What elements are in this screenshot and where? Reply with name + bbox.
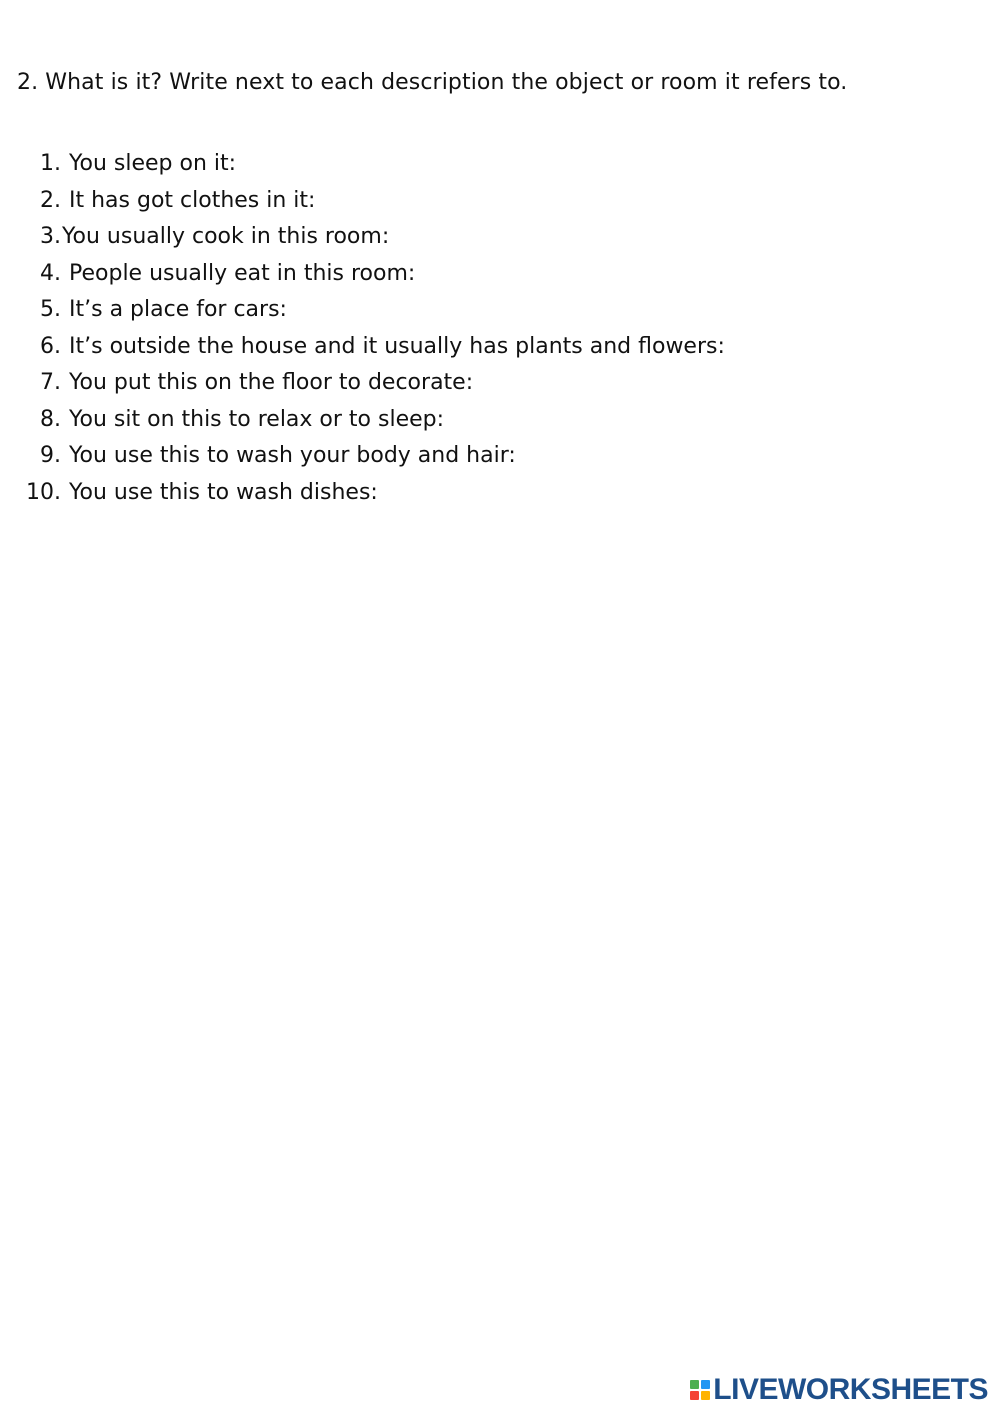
item-description: You usually cook in this room: bbox=[62, 224, 390, 249]
list-item bbox=[0, 365, 900, 402]
list-item bbox=[0, 256, 900, 293]
item-number: 5. bbox=[40, 297, 61, 322]
logo-square-blue bbox=[701, 1380, 710, 1389]
liveworksheets-logo-icon bbox=[690, 1380, 710, 1400]
list-item bbox=[0, 438, 900, 475]
item-number: 1. bbox=[40, 151, 61, 176]
logo-square-green bbox=[690, 1380, 699, 1389]
logo-square-yellow bbox=[701, 1391, 710, 1400]
item-description: You sit on this to relax or to sleep: bbox=[69, 406, 445, 432]
item-description: It’s a place for cars: bbox=[69, 297, 287, 322]
list-item bbox=[0, 475, 900, 512]
item-number: 7. bbox=[40, 370, 61, 395]
list-item bbox=[0, 183, 900, 220]
item-number: 4. bbox=[40, 260, 61, 286]
item-description: It has got clothes in it: bbox=[69, 187, 316, 213]
list-item bbox=[0, 329, 900, 366]
item-number: 6. bbox=[40, 333, 61, 359]
item-description: People usually eat in this room: bbox=[69, 260, 416, 286]
question-list bbox=[0, 146, 900, 511]
item-description: You sleep on it: bbox=[69, 151, 237, 176]
list-item bbox=[0, 219, 900, 256]
item-description: You use this to wash your body and hair: bbox=[69, 443, 516, 468]
list-item bbox=[0, 292, 900, 329]
instruction-heading: 2. What is it? Write next to each description the object or room it refers to. bbox=[17, 70, 848, 95]
item-number: 8. bbox=[40, 406, 61, 432]
item-description: It’s outside the house and it usually has plants and flowers: bbox=[69, 333, 725, 359]
item-number: 3. bbox=[40, 224, 61, 249]
item-number: 9. bbox=[40, 443, 61, 468]
liveworksheets-logo bbox=[690, 1374, 988, 1406]
item-description: You put this on the floor to decorate: bbox=[69, 370, 474, 395]
logo-square-red bbox=[690, 1391, 699, 1400]
list-item bbox=[0, 402, 900, 439]
brand-name: LIVEWORKSHEETS bbox=[713, 1373, 988, 1406]
item-number: 10. bbox=[26, 479, 61, 505]
item-number: 2. bbox=[40, 187, 61, 213]
list-item bbox=[0, 146, 900, 183]
item-description: You use this to wash dishes: bbox=[69, 479, 378, 505]
